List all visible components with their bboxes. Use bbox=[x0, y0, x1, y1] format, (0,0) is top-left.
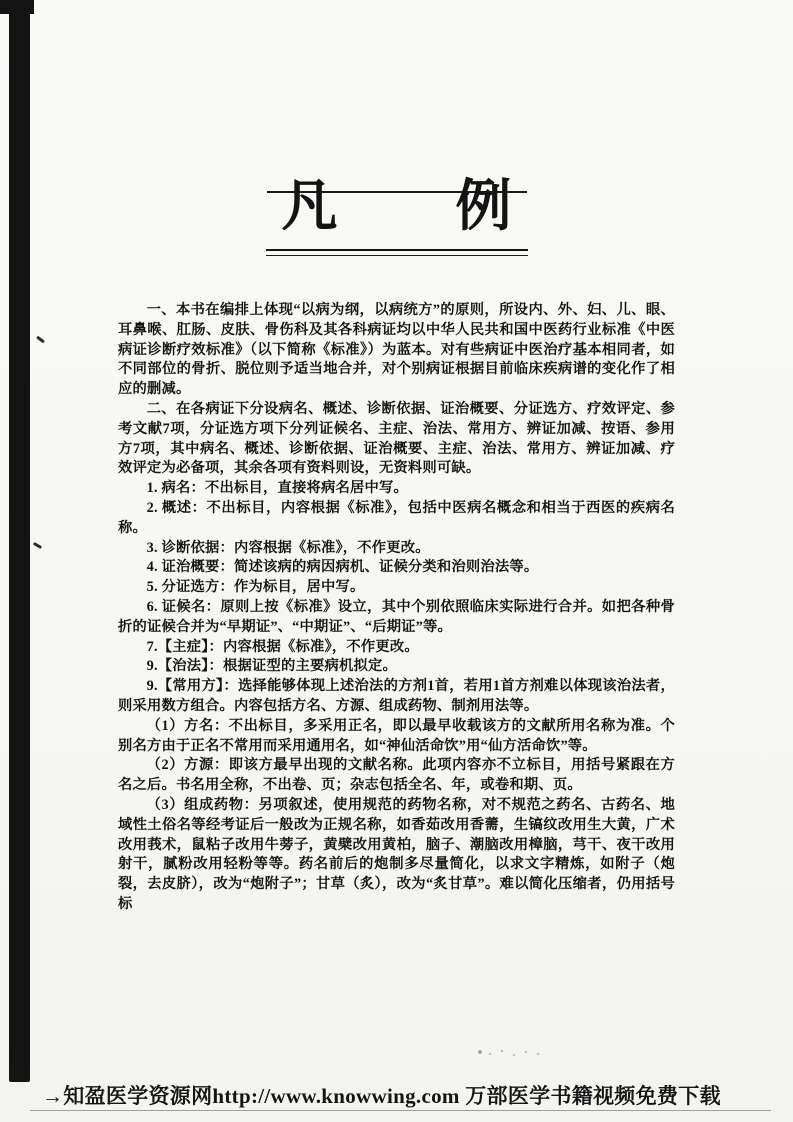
list-item-7: 7.【主症】：内容根据《标准》，不作更改。 bbox=[146, 638, 419, 655]
section-title-fanli bbox=[266, 176, 528, 260]
list-item-1: 1. 病名：不出标目，直接将病名居中写。 bbox=[146, 480, 408, 497]
list-item-4: 4. 证治概要：简述该病的病因病机、证候分类和治则治法等。 bbox=[146, 559, 539, 576]
list-item-5: 5. 分证选方：作为标目，居中写。 bbox=[146, 579, 365, 596]
footer-watermark: →知盈医学资源网http://www.knowwing.com 万部医学书籍视频免费下载 bbox=[42, 1084, 721, 1108]
paragraph-1: 一、本书在编排上体现“以病为纲，以病统方”的原则，所设内、外、妇、儿、眼、耳鼻喉、肛肠、皮肤、骨伤科及其各科病证均以中华人民共和国中医药行业标准《中医病证诊断疗效标准》（以下简称《标准》）为蓝本。对有些病证中医治疗基本相同者，如不同部位的骨折、脱位则予适当地合并，对个别病证根据目前临床疾病谱的变化作了相应的删减。 bbox=[118, 302, 675, 398]
scan-left-edge-artifact bbox=[9, 6, 30, 1082]
scan-mark bbox=[33, 542, 42, 549]
body-text-block bbox=[118, 301, 675, 915]
title-characters bbox=[266, 176, 528, 238]
list-item-3: 3. 诊断依据：内容根据《标准》，不作更改。 bbox=[146, 539, 430, 556]
sub-item-2: （2）方源：即该方最早出现的文献名称。此项内容亦不立标目，用括号紧跟在方名之后。书名用全称，不出卷、页；杂志包括全名、年，或卷和期、页。 bbox=[118, 757, 675, 794]
pencil-marks bbox=[478, 1050, 482, 1054]
sub-item-3: （3）组成药物：另项叙述，使用规范的药物名称，对不规范之药名、古药名、地域性土俗名等经考证后一般改为正规名称，如香茹改用香薷，生镐纹改用生大黄，广术改用莪术，鼠粘子改用牛蒡子，黄檗改用黄柏，脑子、潮脑改用樟脑，芎干、夜干改用射干，腻粉改用轻粉等等。药名前后的炮制多尽量简化，以求文字精炼，如附子（炮裂，去皮脐），改为“炮附子”；甘草（炙），改为“炙甘草”。难以简化压缩者，仍用括号标 bbox=[118, 796, 675, 912]
title-char-fan: 凡 bbox=[281, 176, 338, 238]
list-item-9: 9.【常用方】：选择能够体现上述治法的方剂1首，若用1首方剂难以体现该治法者，则采用数方组合。内容包括方名、方源、组成药物、制剂用法等。 bbox=[118, 678, 675, 714]
list-item-6: 6. 证候名：原则上按《标准》设立，其中个别依照临床实际进行合并。如把各种骨折的证候合并为“早期证”、“中期证”、“后期证”等。 bbox=[118, 598, 675, 635]
list-item-2: 2. 概述：不出标目，内容根据《标准》，包括中医病名概念和相当于西医的疾病名称。 bbox=[118, 499, 675, 536]
title-char-li: 例 bbox=[455, 176, 512, 238]
paragraph-2: 二、在各病证下分设病名、概述、诊断依据、证治概要、分证选方、疗效评定、参考文献7项，分证选方项下分列证候名、主症、治法、常用方、辨证加减、按语、参用方7项，其中病名、概述、诊断依据、证治概要、主症、治法、常用方、辨证加减、疗效评定为必备项，其余各项有资料则设，无资料则可缺。 bbox=[118, 400, 675, 477]
sub-item-1: （1）方名：不出标目，多采用正名，即以最早收载该方的文献所用名称为准。个别名方由于正名不常用而采用通用名，如“神仙活命饮”用“仙方活命饮”等。 bbox=[118, 717, 675, 754]
list-item-8: 9.【治法】：根据证型的主要病机拟定。 bbox=[146, 658, 398, 675]
footer-divider-line bbox=[30, 1110, 771, 1111]
scan-mark bbox=[36, 336, 45, 344]
title-double-rule bbox=[266, 249, 528, 256]
